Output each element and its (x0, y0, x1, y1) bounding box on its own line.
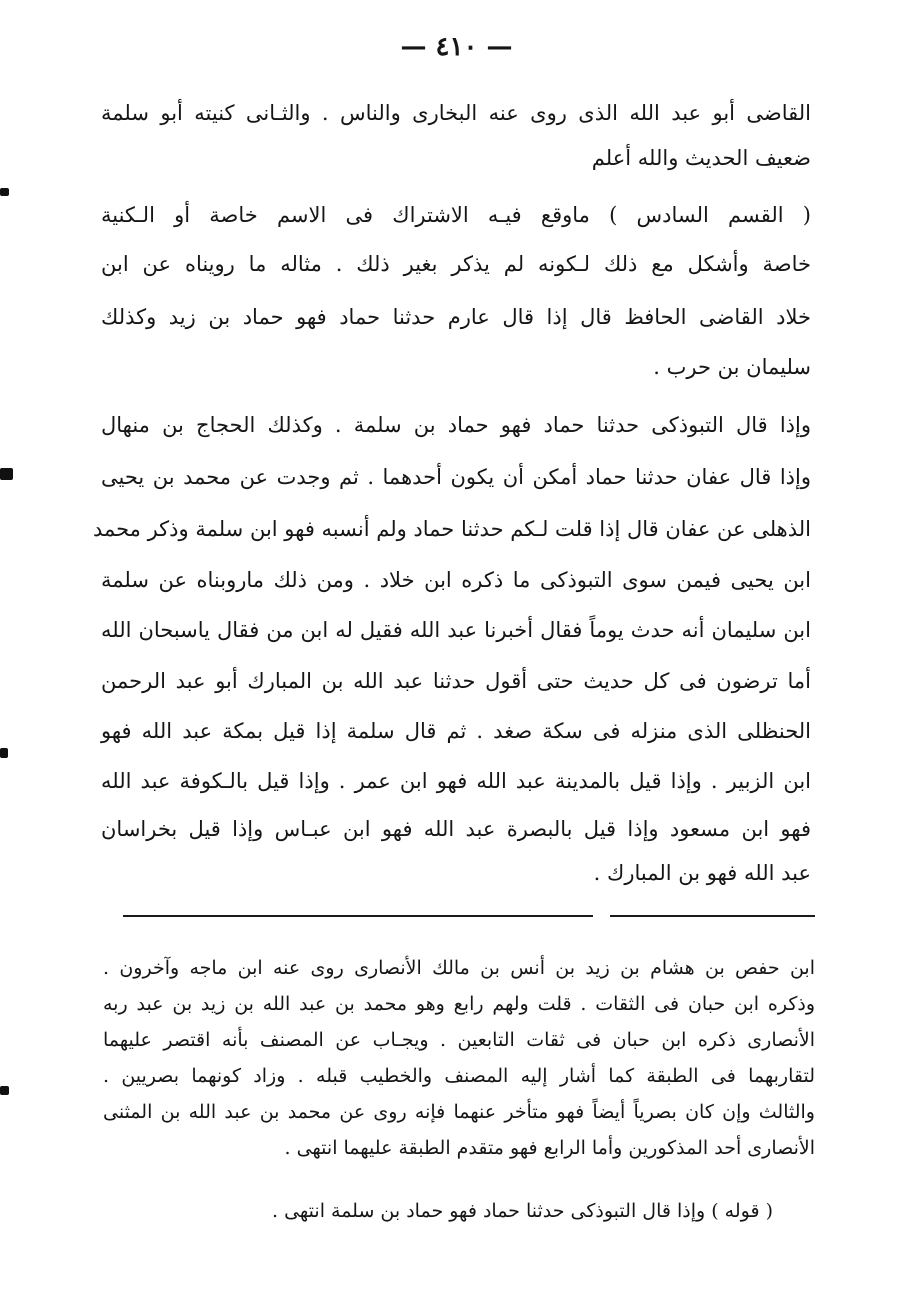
footnote-separator (610, 915, 815, 917)
footnote-line: لتقاربهما فى الطبقة كما أشار إليه المصنف والخطيب قبله . وزاد كونهما بصريين . (103, 1065, 815, 1087)
binding-mark (0, 188, 9, 196)
body-line: وإذا قال التبوذكى حدثنا حماد فهو حماد بن سلمة . وكذلك الحجاج بن منهال (101, 413, 811, 437)
footnote-line: ابن حفص بن هشام بن زيد بن أنس بن مالك الأنصارى روى عنه ابن ماجه وآخرون . (103, 957, 815, 979)
footnote-line: وذكره ابن حبان فى الثقات . قلت ولهم رابع وهو محمد بن عبد الله بن زيد بن عبد ربه (103, 993, 815, 1015)
body-line: الحنظلى الذى منزله فى سكة صغد . ثم قال سلمة إذا قيل بمكة عبد الله فهو (101, 719, 811, 743)
body-line: الذهلى عن عفان قال إذا قلت لـكم حدثنا حماد ولم أنسبه فهو ابن سلمة وذكر محمد (92, 517, 811, 541)
footnote-line: ( قوله ) وإذا قال التبوذكى حدثنا حماد فهو حماد بن سلمة انتهى . (272, 1200, 773, 1222)
body-line: ( القسم السادس ) ماوقع فيـه الاشتراك فى الاسم خاصة أو الـكنية (101, 203, 811, 227)
binding-mark (0, 748, 8, 758)
body-line: فهو ابن مسعود وإذا قيل بالبصرة عبد الله فهو ابن عبـاس وإذا قيل بخراسان (101, 817, 811, 841)
body-line: ضعيف الحديث والله أعلم (591, 146, 811, 170)
body-line: أما ترضون فى كل حديث حتى أقول حدثنا عبد الله بن المبارك أبو عبد الرحمن (101, 669, 811, 693)
body-line: ابن يحيى فيمن سوى التبوذكى ما ذكره ابن خلاد . ومن ذلك ماروبناه عن سلمة (101, 568, 811, 592)
page-number: — ٤١٠ — (400, 32, 513, 62)
body-line: خاصة وأشكل مع ذلك لـكونه لم يذكر بغير ذلك . مثاله ما رويناه عن ابن (101, 252, 811, 276)
body-line: ابن الزبير . وإذا قيل بالمدينة عبد الله فهو ابن عمر . وإذا قيل بالـكوفة عبد الله (101, 769, 811, 793)
body-line: القاضى أبو عبد الله الذى روى عنه البخارى والناس . والثـانى كنيته أبو سلمة (101, 101, 811, 125)
footnote-line: والثالث وإن كان بصرياً أيضاً فهو متأخر عنهما فإنه روى عن محمد بن عبد الله بن المثنى (103, 1101, 815, 1123)
footnote-line: الأنصارى أحد المذكورين وأما الرابع فهو متقدم الطبقة عليهما انتهى . (284, 1137, 815, 1159)
body-line: وإذا قال عفان حدثنا حماد أمكن أن يكون أحدهما . ثم وجدت عن محمد بن يحيى (101, 465, 811, 489)
footnote-line: الأنصارى ذكره ابن حبان فى ثقات التابعين . ويجـاب عن المصنف بأنه اقتصر عليهما (103, 1029, 815, 1051)
body-line: سليمان بن حرب . (653, 355, 811, 379)
binding-mark (0, 468, 13, 480)
body-line: خلاد القاضى الحافظ قال إذا قال عارم حدثنا حماد فهو حماد بن زيد وكذلك (101, 305, 811, 329)
body-line: عبد الله فهو بن المبارك . (593, 861, 811, 885)
binding-mark (0, 1086, 9, 1095)
footnote-separator (123, 915, 593, 917)
body-line: ابن سليمان أنه حدث يوماً فقال أخبرنا عبد الله فقيل له ابن من فقال ياسبحان الله (101, 618, 811, 642)
